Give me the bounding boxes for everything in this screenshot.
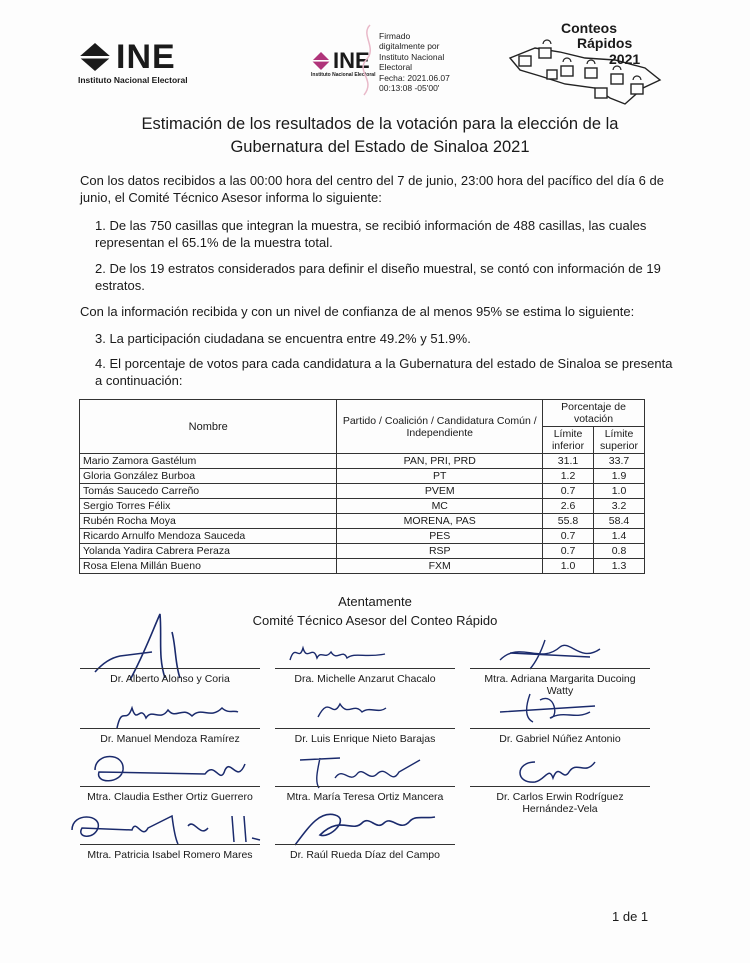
digital-signature-swirl-icon — [352, 20, 382, 100]
lower-limit-value: 0.7 — [543, 484, 594, 499]
list-item-2: 2. De los 19 estratos considerados para definir el diseño muestral, se contó con información de 19 estratos. — [95, 261, 661, 293]
signature-line — [80, 728, 260, 729]
digital-signature-line: Instituto Nacional — [379, 51, 445, 62]
handwritten-signature — [490, 635, 610, 670]
candidate-name: Sergio Torres Félix — [80, 499, 337, 514]
table-row — [80, 514, 645, 529]
list-item-4: 4. El porcentaje de votos para cada candidatura a la Gubernatura del estado de Sinaloa se presenta a continuación: — [95, 356, 673, 388]
digital-signature-stamp — [379, 31, 489, 93]
signatory-name: Dr. Alberto Alonso y Coria — [110, 673, 230, 685]
signature-line — [80, 786, 260, 787]
column-header-percentage: Porcentaje de votación — [543, 400, 645, 427]
lower-limit-value: 0.7 — [543, 529, 594, 544]
handwritten-signature — [85, 750, 255, 790]
table-row — [80, 454, 645, 469]
page-number: 1 de 1 — [612, 909, 649, 924]
conteos-logo-year: 2021 — [609, 51, 641, 67]
table-row — [80, 559, 645, 574]
handwritten-signature — [90, 612, 250, 682]
signature-line — [470, 668, 650, 669]
candidate-party: PAN, PRI, PRD — [337, 454, 543, 469]
signature-line — [470, 786, 650, 787]
upper-limit-value: 33.7 — [594, 454, 645, 469]
candidate-party: FXM — [337, 559, 543, 574]
signatory-name: Mtra. Claudia Esther Ortiz Guerrero — [87, 791, 253, 803]
conteos-logo-text: Conteos — [561, 20, 617, 36]
candidate-party: PES — [337, 529, 543, 544]
column-header-name: Nombre — [80, 400, 337, 454]
handwritten-signature — [112, 690, 242, 732]
upper-limit-value: 0.8 — [594, 544, 645, 559]
signatory-name: Dr. Raúl Rueda Díaz del Campo — [290, 849, 440, 861]
candidate-name: Yolanda Yadira Cabrera Peraza — [80, 544, 337, 559]
document-title — [80, 113, 680, 159]
ine-logo-secondary-icon — [311, 51, 331, 71]
signature-line — [80, 844, 260, 845]
ine-logo-secondary-subtitle: Instituto Nacional Electoral — [311, 72, 376, 78]
upper-limit-value: 1.3 — [594, 559, 645, 574]
signature-line — [275, 786, 455, 787]
confidence-paragraph: Con la información recibida y con un nivel de confianza de al menos 95% se estima lo siguiente: — [80, 304, 635, 319]
closing-block — [200, 592, 550, 630]
signatory-name: Dr. Manuel Mendoza Ramírez — [100, 733, 240, 745]
digital-signature-line: digitalmente por — [379, 41, 440, 52]
column-header-lower-limit: Límite inferior — [543, 427, 594, 454]
candidate-name: Rubén Rocha Moya — [80, 514, 337, 529]
signature-line — [275, 844, 455, 845]
handwritten-signature — [295, 752, 425, 790]
signature-line — [275, 728, 455, 729]
candidate-party: PT — [337, 469, 543, 484]
digital-signature-line: Fecha: 2021.06.07 — [379, 72, 450, 83]
signature-line — [275, 668, 455, 669]
title-line-2: Gubernatura del Estado de Sinaloa 2021 — [230, 138, 530, 156]
signatory-name: Mtra. María Teresa Ortiz Mancera — [286, 791, 444, 803]
signature-line — [80, 668, 260, 669]
lower-limit-value: 31.1 — [543, 454, 594, 469]
signatory-name: Dra. Michelle Anzarut Chacalo — [294, 673, 436, 685]
candidate-name: Gloria González Burboa — [80, 469, 337, 484]
signatory-name: Mtra. Patricia Isabel Romero Mares — [87, 849, 253, 861]
ine-logo — [78, 40, 218, 85]
signature-line — [470, 728, 650, 729]
committee-name: Comité Técnico Asesor del Conteo Rápido — [252, 613, 498, 628]
ine-logo-subtitle: Instituto Nacional Electoral — [78, 75, 188, 85]
candidate-name: Rosa Elena Millán Bueno — [80, 559, 337, 574]
conteos-rapidos-logo — [505, 18, 675, 108]
digital-signature-line: Firmado — [379, 31, 411, 41]
ine-logo-icon — [78, 42, 112, 72]
digital-signature-line: 00:13:08 -05'00' — [379, 83, 440, 94]
table-row — [80, 544, 645, 559]
column-header-upper-limit: Límite superior — [594, 427, 645, 454]
upper-limit-value: 1.9 — [594, 469, 645, 484]
table-row — [80, 499, 645, 514]
table-row — [80, 529, 645, 544]
digital-signature-line: Electoral — [379, 62, 413, 73]
intro-paragraph: Con los datos recibidos a las 00:00 hora del centro del 7 de junio, 23:00 hora del pacífico del día 6 de junio, el Comité Técnico Asesor informa lo siguiente: — [80, 173, 664, 205]
handwritten-signature — [505, 752, 605, 790]
lower-limit-value: 55.8 — [543, 514, 594, 529]
title-line-1: Estimación de los resultados de la votación para la elección de la — [141, 115, 619, 133]
list-item-3: 3. La participación ciudadana se encuentra entre 49.2% y 51.9%. — [95, 331, 471, 346]
upper-limit-value: 1.0 — [594, 484, 645, 499]
upper-limit-value: 3.2 — [594, 499, 645, 514]
ine-logo-secondary-text: INE — [333, 48, 370, 73]
lower-limit-value: 0.7 — [543, 544, 594, 559]
lower-limit-value: 1.0 — [543, 559, 594, 574]
handwritten-signature — [310, 692, 390, 722]
candidate-name: Mario Zamora Gastélum — [80, 454, 337, 469]
candidate-name: Ricardo Arnulfo Mendoza Sauceda — [80, 529, 337, 544]
handwritten-signature — [285, 638, 395, 668]
signatory-name: Dr. Gabriel Núñez Antonio — [499, 733, 621, 745]
candidate-party: PVEM — [337, 484, 543, 499]
candidate-name: Tomás Saucedo Carreño — [80, 484, 337, 499]
lower-limit-value: 2.6 — [543, 499, 594, 514]
closing-salutation: Atentamente — [338, 594, 412, 609]
signatory-name: Dr. Carlos Erwin Rodríguez Hernández-Vela — [496, 791, 624, 815]
candidate-party: MORENA, PAS — [337, 514, 543, 529]
candidate-party: RSP — [337, 544, 543, 559]
lower-limit-value: 1.2 — [543, 469, 594, 484]
list-item-1: 1. De las 750 casillas que integran la muestra, se recibió información de 488 casillas, las cuales representan el 65.1% de la muestra total. — [95, 218, 647, 250]
signatory-name: Mtra. Adriana Margarita Ducoing Watty — [484, 673, 636, 697]
table-row — [80, 469, 645, 484]
candidate-party: MC — [337, 499, 543, 514]
rapidos-logo-text: Rápidos — [577, 35, 633, 51]
column-header-party: Partido / Coalición / Candidatura Común / Independiente — [337, 400, 543, 454]
signatory-name: Dr. Luis Enrique Nieto Barajas — [294, 733, 436, 745]
table-row — [80, 484, 645, 499]
upper-limit-value: 58.4 — [594, 514, 645, 529]
results-table — [79, 399, 645, 574]
upper-limit-value: 1.4 — [594, 529, 645, 544]
ine-logo-text: INE — [116, 38, 176, 76]
